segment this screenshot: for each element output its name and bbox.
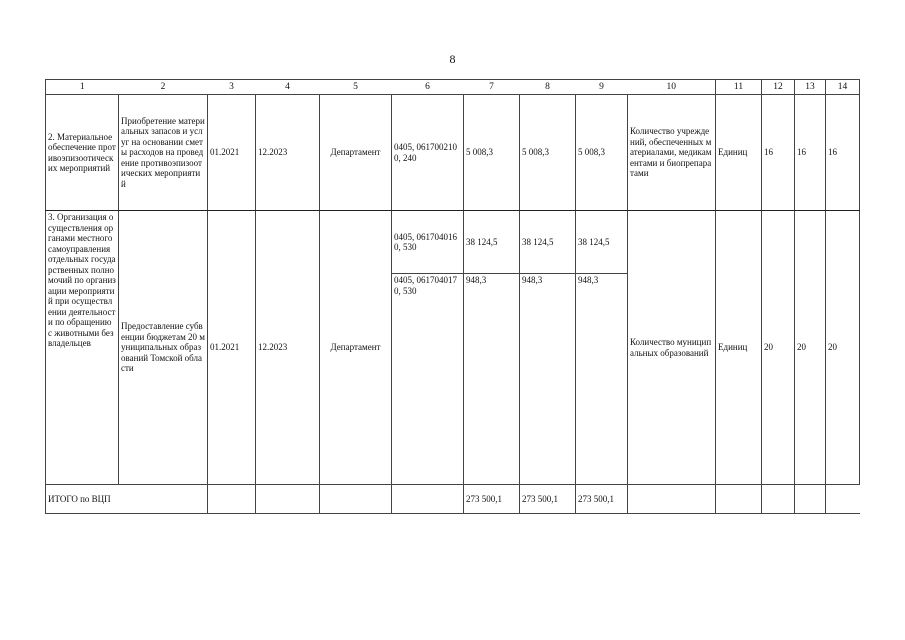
amount-col9: 948,3 [576, 274, 628, 485]
table-row [46, 95, 860, 211]
indicator-name: Количество муниципальных образований [628, 211, 716, 485]
amount-col7: 38 124,5 [464, 211, 520, 274]
total-col9: 273 500,1 [576, 485, 628, 514]
empty-cell [716, 485, 762, 514]
total-row [46, 485, 860, 514]
program-table [45, 79, 860, 514]
start-date: 01.2021 [208, 211, 256, 485]
executor: Департамент [320, 95, 392, 211]
header-cell: 7 [464, 80, 520, 95]
total-col8: 273 500,1 [520, 485, 576, 514]
amount-col8: 5 008,3 [520, 95, 576, 211]
budget-code: 0405, 0617040170, 530 [392, 274, 464, 485]
empty-cell [628, 485, 716, 514]
activity-name: 3. Организация осуществления органами местного самоуправления отдельных государственных полномочий по организации мероприятий при осуществлении деятельности по обращению с животными без владельцев [46, 211, 119, 485]
header-cell: 11 [716, 80, 762, 95]
value-col13: 20 [795, 211, 826, 485]
activity-name: 2. Материальное обеспечение противоэпизоотических мероприятий [46, 95, 119, 211]
header-cell: 6 [392, 80, 464, 95]
header-cell: 10 [628, 80, 716, 95]
value-col14: 20 [826, 211, 860, 485]
empty-cell [208, 485, 256, 514]
empty-cell [826, 485, 860, 514]
header-cell: 1 [46, 80, 119, 95]
amount-col7: 948,3 [464, 274, 520, 485]
value-col14: 16 [826, 95, 860, 211]
activity-description: Предоставление субвенции бюджетам 20 муниципальных образований Томской области [119, 211, 208, 485]
table-header-row [46, 80, 860, 95]
amount-col8: 38 124,5 [520, 211, 576, 274]
unit: Единиц [716, 211, 762, 485]
header-cell: 4 [256, 80, 320, 95]
header-cell: 12 [762, 80, 795, 95]
header-cell: 3 [208, 80, 256, 95]
activity-description: Приобретение материальных запасов и услуг на основании сметы расходов на проведение противоэпизоотических мероприятий [119, 95, 208, 211]
header-cell: 14 [826, 80, 860, 95]
value-col12: 16 [762, 95, 795, 211]
total-col7: 273 500,1 [464, 485, 520, 514]
empty-cell [320, 485, 392, 514]
total-label: ИТОГО по ВЦП [46, 485, 208, 514]
table-row [46, 211, 860, 274]
header-cell: 13 [795, 80, 826, 95]
start-date: 01.2021 [208, 95, 256, 211]
amount-col7: 5 008,3 [464, 95, 520, 211]
budget-code: 0405, 0617040160, 530 [392, 211, 464, 274]
header-cell: 2 [119, 80, 208, 95]
value-col13: 16 [795, 95, 826, 211]
empty-cell [762, 485, 795, 514]
value-col12: 20 [762, 211, 795, 485]
amount-col8: 948,3 [520, 274, 576, 485]
amount-col9: 38 124,5 [576, 211, 628, 274]
indicator-name: Количество учреждений, обеспеченных материалами, медикаментами и биопрепаратами [628, 95, 716, 211]
end-date: 12.2023 [256, 95, 320, 211]
empty-cell [795, 485, 826, 514]
header-cell: 5 [320, 80, 392, 95]
empty-cell [256, 485, 320, 514]
empty-cell [392, 485, 464, 514]
unit: Единиц [716, 95, 762, 211]
header-cell: 9 [576, 80, 628, 95]
end-date: 12.2023 [256, 211, 320, 485]
page-number: 8 [449, 52, 456, 66]
header-cell: 8 [520, 80, 576, 95]
amount-col9: 5 008,3 [576, 95, 628, 211]
executor: Департамент [320, 211, 392, 485]
budget-code: 0405, 0617002100, 240 [392, 95, 464, 211]
